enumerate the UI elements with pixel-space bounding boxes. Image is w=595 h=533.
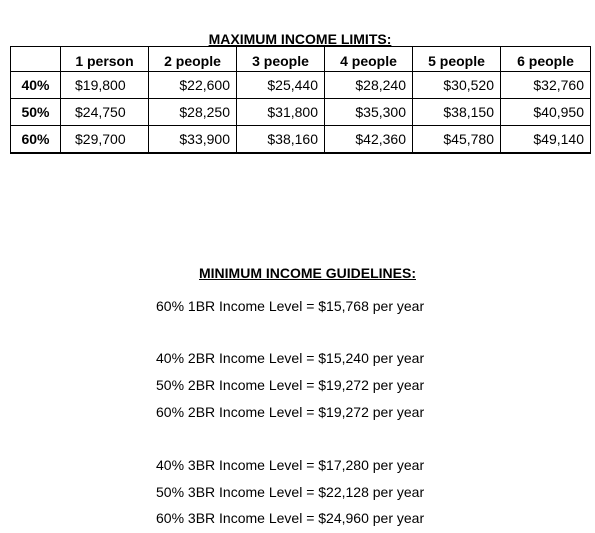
table-row xyxy=(11,72,591,99)
list-item: 40% 3BR Income Level = $17,280 per year xyxy=(156,457,425,473)
min-income-title: MINIMUM INCOME GUIDELINES: xyxy=(199,265,416,281)
table-cell: $42,360 xyxy=(325,126,413,153)
column-header: 6 people xyxy=(501,47,591,72)
table-cell: $32,760 xyxy=(501,72,591,99)
table-row xyxy=(11,126,591,153)
table-cell: $38,150 xyxy=(413,99,501,126)
table-cell: $45,780 xyxy=(413,126,501,153)
table-cell: $40,950 xyxy=(501,99,591,126)
table-cell: $38,160 xyxy=(237,126,325,153)
column-header: 2 people xyxy=(149,47,237,72)
list-item: 50% 2BR Income Level = $19,272 per year xyxy=(156,377,425,393)
table-cell: $24,750 xyxy=(61,99,149,126)
table-cell: $19,800 xyxy=(61,72,149,99)
table-cell: $29,700 xyxy=(61,126,149,153)
column-header xyxy=(11,47,61,72)
column-header: 4 people xyxy=(325,47,413,72)
table-row xyxy=(11,99,591,126)
list-item: 60% 3BR Income Level = $24,960 per year xyxy=(156,510,425,526)
column-header: 5 people xyxy=(413,47,501,72)
list-item: 60% 1BR Income Level = $15,768 per year xyxy=(156,298,425,314)
column-header: 1 person xyxy=(61,47,149,72)
table-cell: $28,240 xyxy=(325,72,413,99)
list-item: 40% 2BR Income Level = $15,240 per year xyxy=(156,350,425,366)
table-cell: $22,600 xyxy=(149,72,237,99)
income-limits-table xyxy=(10,46,591,154)
list-item: 60% 2BR Income Level = $19,272 per year xyxy=(156,404,425,420)
column-header: 3 people xyxy=(237,47,325,72)
row-label: 50% xyxy=(11,99,61,126)
row-label: 60% xyxy=(11,126,61,153)
table-header-row xyxy=(11,47,591,72)
table-cell: $49,140 xyxy=(501,126,591,153)
row-label: 40% xyxy=(11,72,61,99)
table-cell: $28,250 xyxy=(149,99,237,126)
table-cell: $30,520 xyxy=(413,72,501,99)
table-cell: $25,440 xyxy=(237,72,325,99)
table-cell: $31,800 xyxy=(237,99,325,126)
table-cell: $33,900 xyxy=(149,126,237,153)
table-cell: $35,300 xyxy=(325,99,413,126)
max-income-title: MAXIMUM INCOME LIMITS: xyxy=(208,31,392,47)
list-item: 50% 3BR Income Level = $22,128 per year xyxy=(156,484,425,500)
